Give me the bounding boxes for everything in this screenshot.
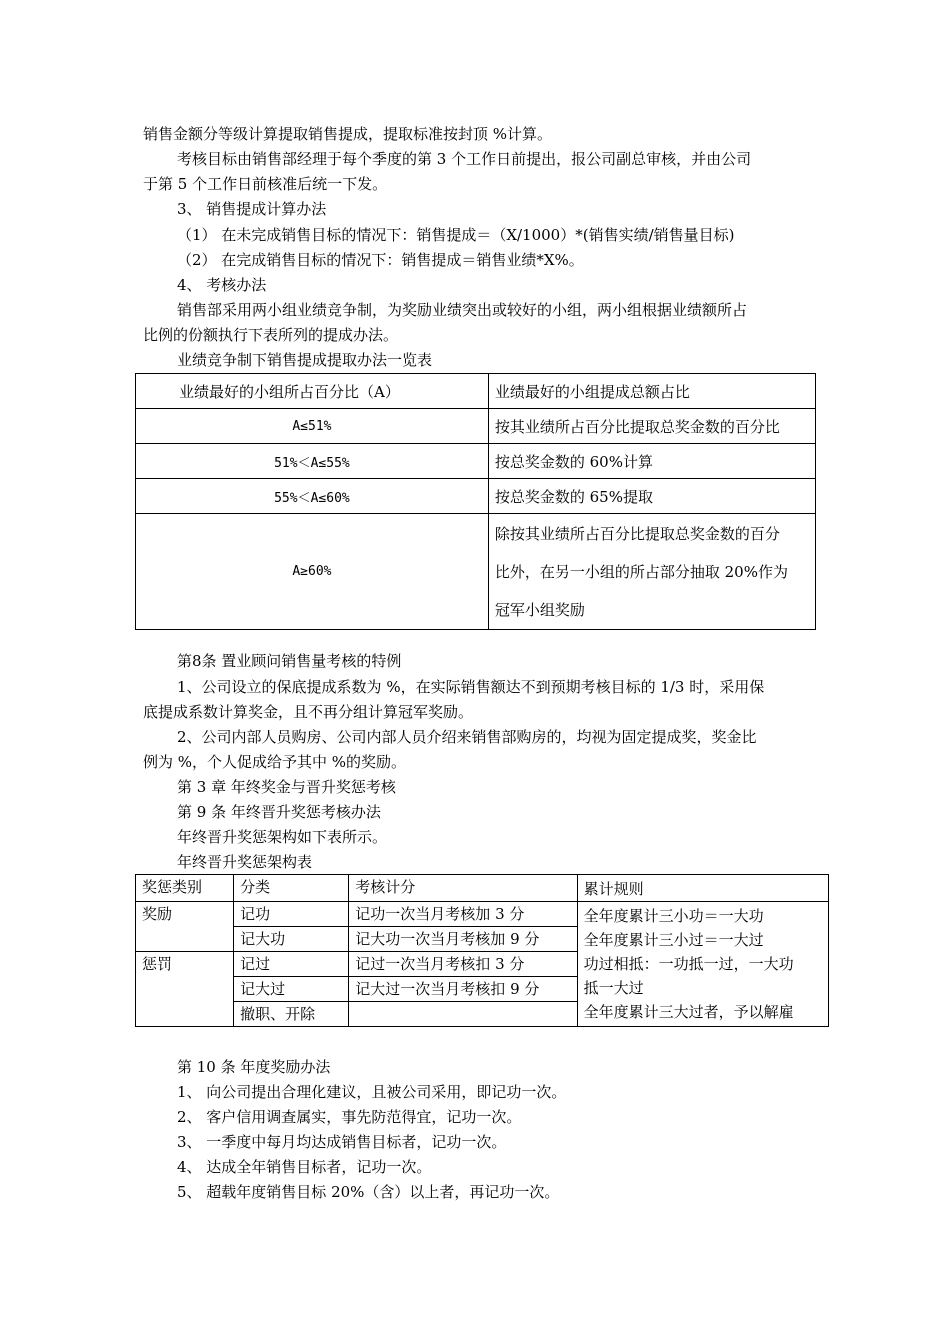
table-row <box>136 409 816 444</box>
paragraph: 于第 5 个工作日前核准后统一下发。 <box>143 175 388 193</box>
category-cell: 惩罚 <box>136 952 234 1027</box>
table-cell: 记过一次当月考核扣 3 分 <box>349 952 577 977</box>
table-cell: 按总奖金数的 65%提取 <box>488 479 815 514</box>
paragraph: 底提成系数计算奖金，且不再分组计算冠军奖励。 <box>143 703 474 721</box>
table-cell: 记大功一次当月考核加 9 分 <box>349 927 577 952</box>
paragraph: 考核目标由销售部经理于每个季度的第 3 个工作日前提出，报公司副总审核，并由公司 <box>177 150 752 168</box>
table-row <box>136 902 829 927</box>
paragraph: （1） 在未完成销售目标的情况下：销售提成＝（X/1000）*(销售实绩/销售量目标) <box>177 226 735 244</box>
table-row <box>136 479 816 514</box>
table-cell: 按总奖金数的 60%计算 <box>488 444 815 479</box>
paragraph: （2） 在完成销售目标的情况下：销售提成＝销售业绩*X%。 <box>177 251 584 269</box>
article-heading: 第8条 置业顾问销售量考核的特例 <box>177 652 402 670</box>
article-heading: 第 10 条 年度奖励办法 <box>177 1058 331 1076</box>
cell-line: 比外，在另一小组的所占部分抽取 20%作为 <box>494 563 788 581</box>
article-heading: 第 9 条 年终晋升奖惩考核办法 <box>177 803 381 821</box>
table-cell <box>349 1002 577 1027</box>
paragraph: 例为 %，个人促成给予其中 %的奖励。 <box>143 753 407 771</box>
list-item: 1、 向公司提出合理化建议，且被公司采用，即记功一次。 <box>177 1083 567 1101</box>
paragraph: 销售部采用两小组业绩竞争制，为奖励业绩突出或较好的小组，两小组根据业绩额所占 <box>177 301 748 319</box>
paragraph: 销售金额分等级计算提取销售提成，提取标准按封顶 %计算。 <box>143 125 553 143</box>
table-cell: 撤职、开除 <box>234 1002 349 1027</box>
table-header-cell: 累计规则 <box>577 875 828 902</box>
section-heading: 3、 销售提成计算办法 <box>177 200 327 218</box>
table-cell: 记过 <box>234 952 349 977</box>
table-cell: 记功 <box>234 902 349 927</box>
table-cell: 记大过一次当月考核扣 9 分 <box>349 977 577 1002</box>
table-header-row <box>136 374 816 409</box>
paragraph: 1、公司设立的保底提成系数为 %，在实际销售额达不到预期考核目标的 1/3 时，采用保 <box>177 678 765 696</box>
paragraph: 2、公司内部人员购房、公司内部人员介绍来销售部购房的，均视为固定提成奖，奖金比 <box>177 728 757 746</box>
rule-line: 功过相抵：一功抵一过，一大功 <box>583 955 794 973</box>
table-row <box>136 444 816 479</box>
table-cell: 55%＜A≤60% <box>136 479 489 514</box>
reward-penalty-table <box>135 874 829 1027</box>
rule-line: 抵一大过 <box>583 979 644 997</box>
rule-line: 全年度累计三小过＝一大过 <box>583 931 764 949</box>
list-item: 4、 达成全年销售目标者，记功一次。 <box>177 1158 432 1176</box>
table-cell <box>488 514 815 630</box>
table-cell: 记大过 <box>234 977 349 1002</box>
rule-line: 全年度累计三大过者，予以解雇 <box>583 1003 794 1021</box>
section-heading: 4、 考核办法 <box>177 276 267 294</box>
table-header-row <box>136 875 829 902</box>
cell-line: 冠军小组奖励 <box>494 601 585 619</box>
list-item: 2、 客户信用调查属实，事先防范得宜，记功一次。 <box>177 1108 522 1126</box>
chapter-heading: 第 3 章 年终奖金与晋升奖惩考核 <box>177 778 396 796</box>
category-cell: 奖励 <box>136 902 234 952</box>
cell-line: 除按其业绩所占百分比提取总奖金数的百分 <box>494 525 780 543</box>
rules-cell <box>577 902 828 1027</box>
table-cell: 51%＜A≤55% <box>136 444 489 479</box>
table-title: 年终晋升奖惩架构表 <box>177 853 313 871</box>
commission-table <box>135 373 816 630</box>
table-cell: 按其业绩所占百分比提取总奖金数的百分比 <box>488 409 815 444</box>
paragraph: 比例的份额执行下表所列的提成办法。 <box>143 326 399 344</box>
table-cell: 记大功 <box>234 927 349 952</box>
table-row <box>136 514 816 630</box>
table-header-cell: 分类 <box>234 875 349 902</box>
table-cell: A≥60% <box>136 514 489 630</box>
paragraph: 年终晋升奖惩架构如下表所示。 <box>177 828 388 846</box>
table-cell: 记功一次当月考核加 3 分 <box>349 902 577 927</box>
table-header-cell: 业绩最好的小组提成总额占比 <box>488 374 815 409</box>
list-item: 5、 超载年度销售目标 20%（含）以上者，再记功一次。 <box>177 1183 560 1201</box>
table-title: 业绩竞争制下销售提成提取办法一览表 <box>177 351 433 369</box>
table-cell: A≤51% <box>136 409 489 444</box>
table-header-cell: 奖惩类别 <box>136 875 234 902</box>
table-header-cell: 考核计分 <box>349 875 577 902</box>
rule-line: 全年度累计三小功＝一大功 <box>583 907 764 925</box>
table-header-cell: 业绩最好的小组所占百分比（A） <box>136 374 489 409</box>
list-item: 3、 一季度中每月均达成销售目标者，记功一次。 <box>177 1133 507 1151</box>
